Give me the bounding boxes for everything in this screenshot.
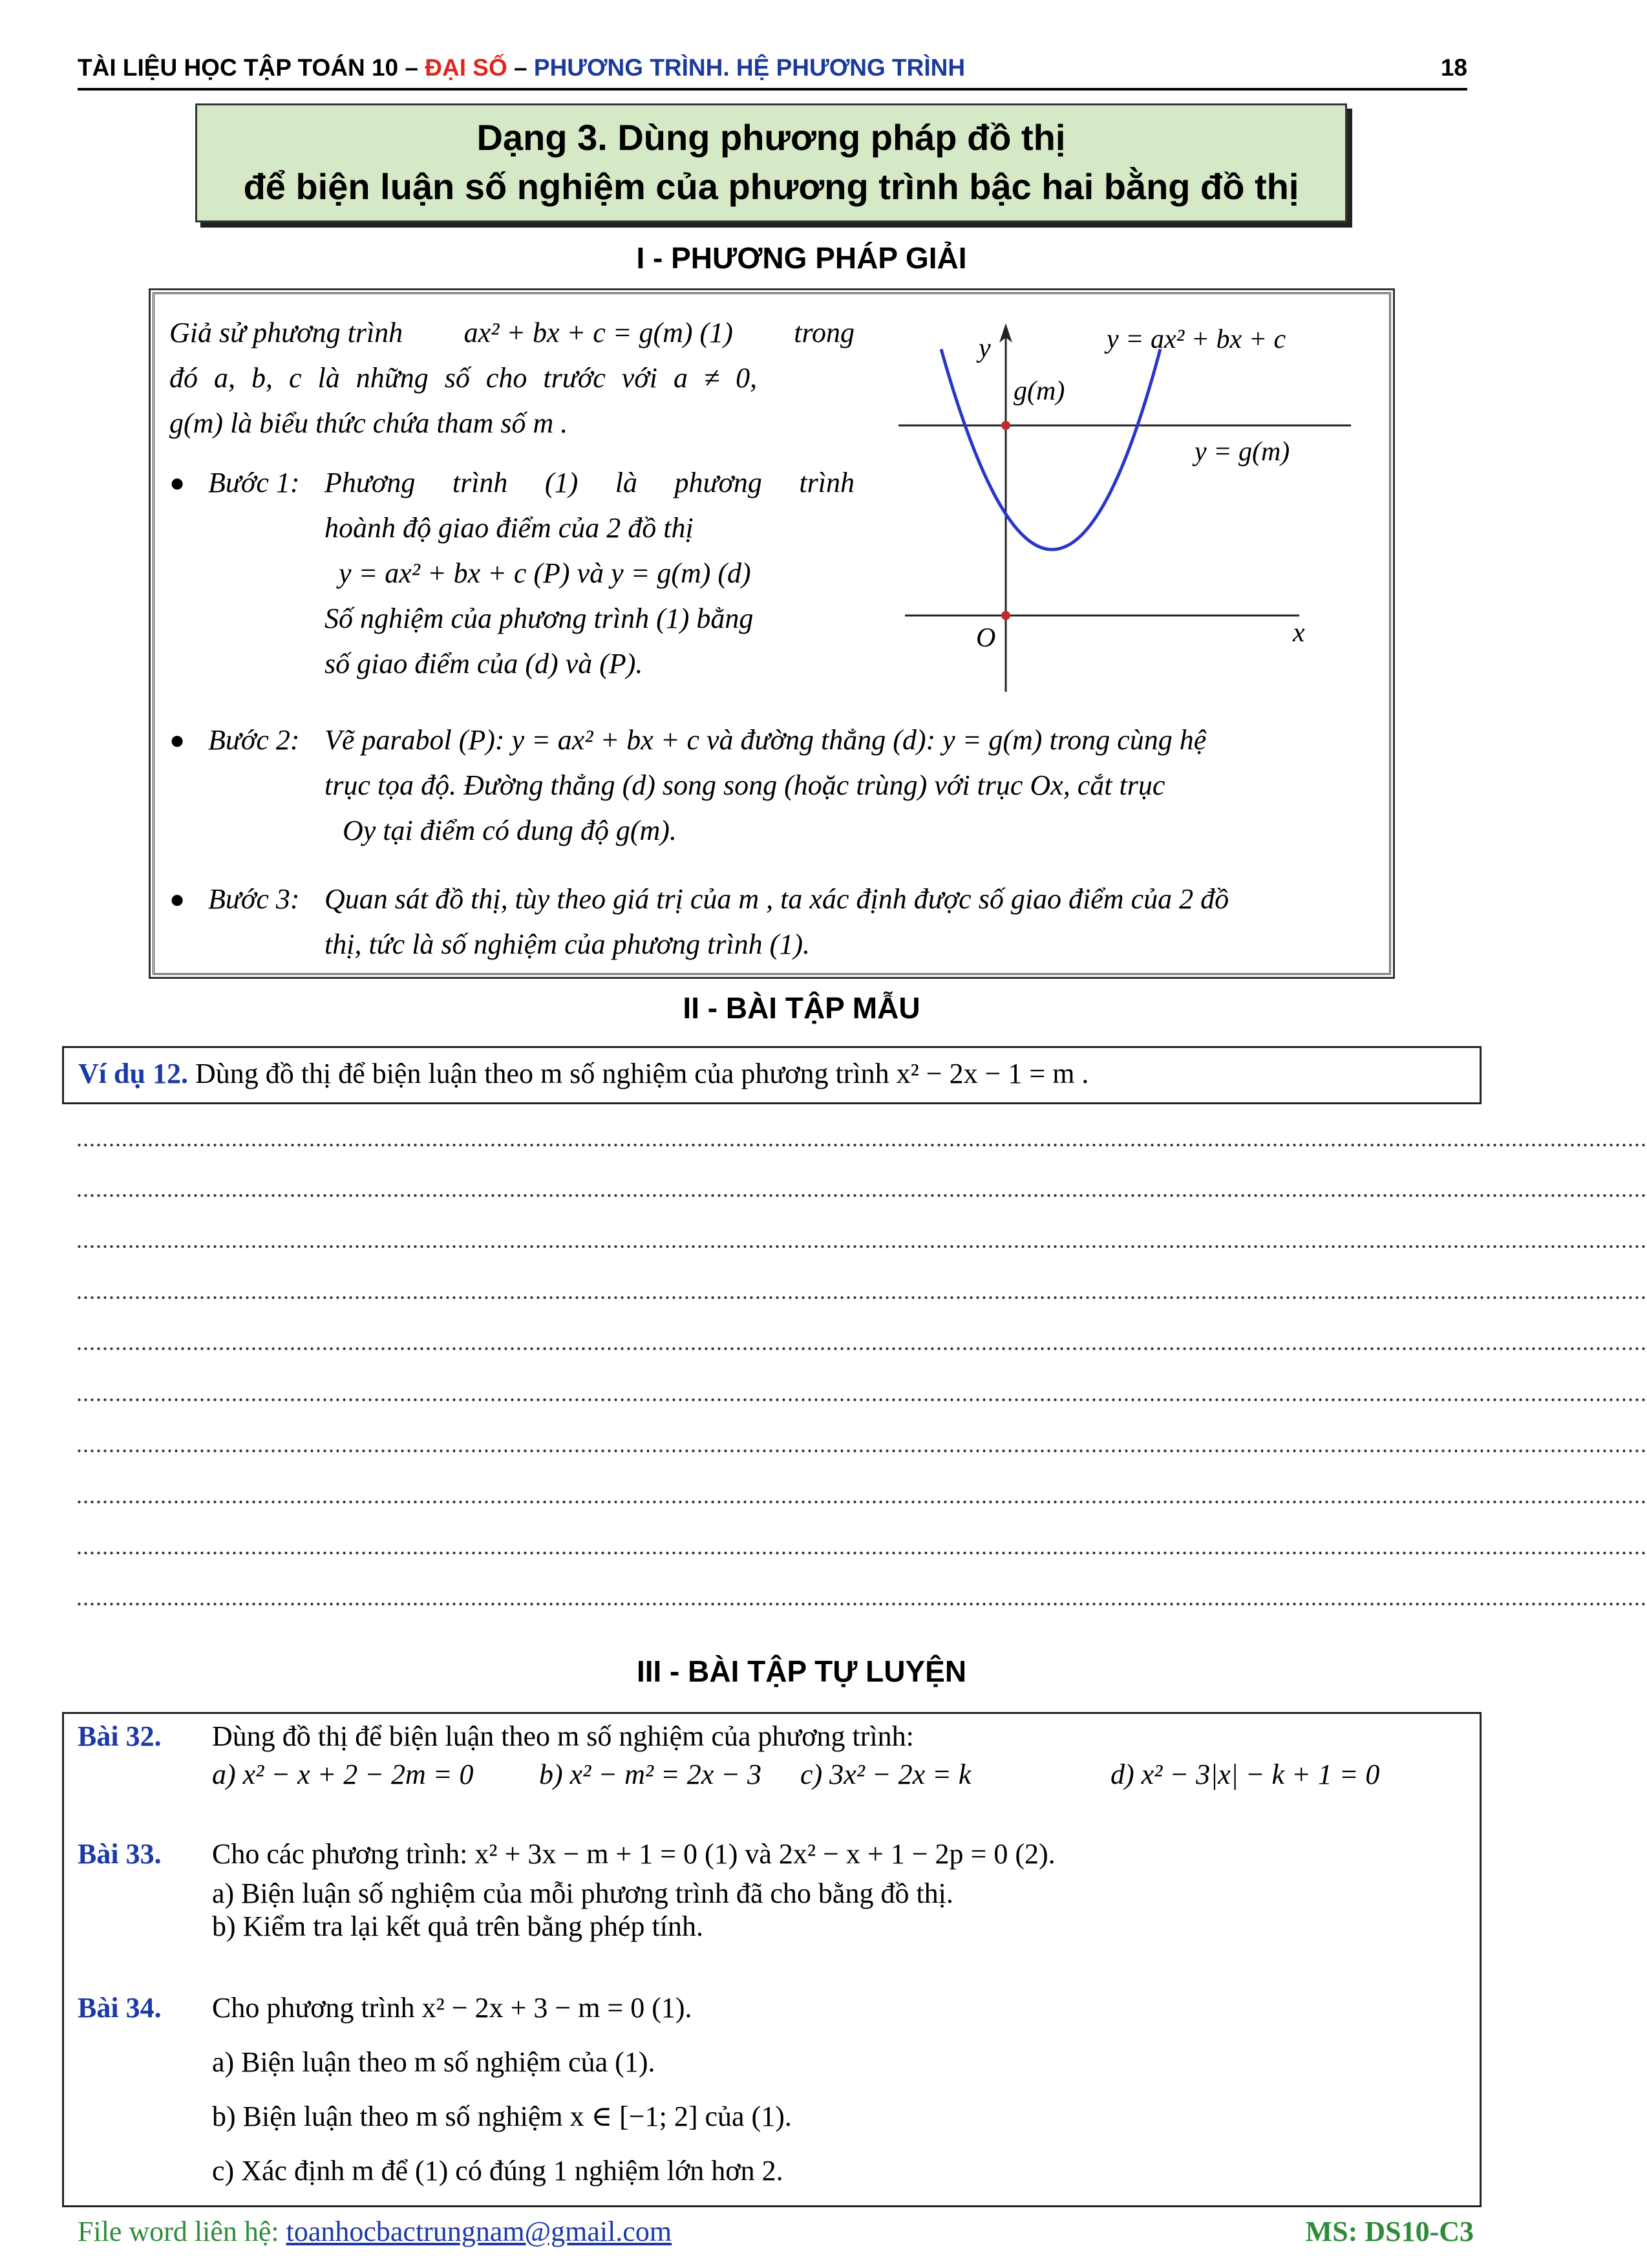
answer-line[interactable]: ................................................................................................................................................................................................................................................... xyxy=(76,1482,1647,1508)
answer-line[interactable]: ................................................................................................................................................................................................................................................... xyxy=(76,1227,1647,1253)
exercise-label: Bài 32. xyxy=(78,1720,162,1752)
exercise-32 xyxy=(78,1720,1467,1791)
intro-text-1: Giả sử phương trình xyxy=(169,317,403,348)
title-line-2: để biện luận số nghiệm của phương trình bậc hai bằng đồ thị xyxy=(243,166,1299,207)
title-line-1: Dạng 3. Dùng phương pháp đồ thị xyxy=(476,117,1066,158)
answer-line[interactable]: ................................................................................................................................................................................................................................................... xyxy=(76,1585,1647,1610)
section-heading-3: III - BÀI TẬP TỰ LUYỆN xyxy=(636,1654,967,1688)
step1-line-b: hoành độ giao điểm của 2 đồ thị xyxy=(324,512,694,544)
answer-line[interactable]: ................................................................................................................................................................................................................................................... xyxy=(76,1176,1647,1202)
exercise-part: d) x² − 3|x| − k + 1 = 0 xyxy=(1110,1759,1380,1790)
exercise-text: Cho phương trình x² − 2x + 3 − m = 0 (1). xyxy=(212,1992,692,2024)
graph-label-y: y xyxy=(979,334,991,363)
step2-label: Bước 2: xyxy=(208,724,300,756)
bullet-icon: ● xyxy=(169,725,186,754)
intro-text-3: đó a, b, c là những số cho trước với a ≠ 0, xyxy=(169,362,758,394)
answer-line[interactable]: ................................................................................................................................................................................................................................................... xyxy=(76,1431,1647,1457)
point-origin xyxy=(1001,611,1010,620)
step1-line-e: số giao điểm của (d) và (P). xyxy=(324,648,643,679)
graph-label-parabola: y = ax² + bx + c xyxy=(1107,325,1286,354)
graph-label-x: x xyxy=(1293,618,1305,648)
intro-text-4: g(m) là biểu thức chứa tham số m . xyxy=(169,407,568,439)
step-1 xyxy=(169,460,855,687)
step2-line-b: trục tọa độ. Đường thẳng (d) song song (hoặc trùng) với trục Ox, cắt trục xyxy=(324,769,1165,801)
step1-line-a: Phương trình (1) là phương trình xyxy=(324,467,855,498)
step1-line-d: Số nghiệm của phương trình (1) bằng xyxy=(324,603,754,634)
exercise-part: b) x² − m² = 2x − 3 xyxy=(539,1759,761,1790)
exercise-part: c) 3x² − 2x = k xyxy=(800,1759,972,1790)
step-3 xyxy=(169,877,1376,967)
step1-label: Bước 1: xyxy=(208,467,300,498)
answer-line[interactable]: ................................................................................................................................................................................................................................................... xyxy=(76,1278,1647,1304)
page-number: 18 xyxy=(1440,54,1467,81)
answer-line[interactable]: ................................................................................................................................................................................................................................................... xyxy=(76,1380,1647,1406)
method-intro xyxy=(169,310,855,446)
exercise-part: a) Biện luận số nghiệm của mỗi phương trình đã cho bằng đồ thị. xyxy=(212,1878,953,1909)
step-2 xyxy=(169,718,1376,853)
bullet-icon: ● xyxy=(169,468,186,497)
example-box xyxy=(62,1046,1482,1104)
point-gm xyxy=(1001,421,1010,430)
exercise-34 xyxy=(78,1981,1467,2198)
page-header xyxy=(78,54,1467,84)
title-box xyxy=(195,103,1347,222)
exercise-part: c) Xác định m để (1) có đúng 1 nghiệm lớn hơn 2. xyxy=(212,2155,783,2187)
header-prefix: TÀI LIỆU HỌC TẬP TOÁN 10 – xyxy=(78,54,425,81)
section-heading-1: I - PHƯƠNG PHÁP GIẢI xyxy=(636,241,967,275)
answer-line[interactable]: ................................................................................................................................................................................................................................................... xyxy=(76,1329,1647,1355)
step3-label: Bước 3: xyxy=(208,883,300,915)
header-sep: – xyxy=(507,54,534,81)
exercise-part: b) Biện luận theo m số nghiệm x ∈ [−1; 2] của (1). xyxy=(212,2101,792,2132)
exercise-label: Bài 34. xyxy=(78,1992,162,2024)
intro-equation: ax² + bx + c = g(m) (1) xyxy=(463,317,733,348)
graph-label-line: y = g(m) xyxy=(1195,437,1290,467)
answer-line[interactable]: ................................................................................................................................................................................................................................................... xyxy=(76,1534,1647,1559)
parabola-graph xyxy=(886,310,1364,698)
exercise-text: Cho các phương trình: x² + 3x − m + 1 = 0 (1) và 2x² − x + 1 − 2p = 0 (2). xyxy=(212,1838,1056,1870)
step3-line-b: thị, tức là số nghiệm của phương trình (1). xyxy=(324,928,810,960)
step2-line-a: Vẽ parabol (P): y = ax² + bx + c và đường thẳng (d): y = g(m) trong cùng hệ xyxy=(324,724,1207,756)
example-label: Ví dụ 12. xyxy=(78,1058,188,1089)
exercise-part: b) Kiểm tra lại kết quả trên bằng phép tính. xyxy=(212,1910,703,1942)
header-part-red: ĐẠI SỐ xyxy=(425,54,507,81)
graph-label-gm: g(m) xyxy=(1014,376,1065,406)
bullet-icon: ● xyxy=(169,884,186,914)
step2-line-c: Oy tại điểm có dung độ g(m). xyxy=(343,815,677,846)
footer-label: File word liên hệ: xyxy=(78,2216,286,2247)
header-divider xyxy=(78,88,1467,91)
exercise-part: a) Biện luận theo m số nghiệm của (1). xyxy=(212,2046,655,2078)
exercise-text: Dùng đồ thị để biện luận theo m số nghiệm của phương trình: xyxy=(212,1720,914,1752)
exercise-part: a) x² − x + 2 − 2m = 0 xyxy=(212,1759,474,1790)
footer-contact xyxy=(78,2215,672,2248)
header-part-blue: PHƯƠNG TRÌNH. HỆ PHƯƠNG TRÌNH xyxy=(533,54,966,81)
section-heading-2: II - BÀI TẬP MẪU xyxy=(683,991,920,1025)
exercise-33 xyxy=(78,1837,1467,1943)
intro-text-2: trong xyxy=(794,317,855,348)
step3-line-a: Quan sát đồ thị, tùy theo giá trị của m , ta xác định được số giao điểm của 2 đồ xyxy=(324,883,1229,915)
exercise-label: Bài 33. xyxy=(78,1838,162,1870)
footer-code: MS: DS10-C3 xyxy=(1305,2216,1474,2247)
step1-line-c: y = ax² + bx + c (P) và y = g(m) (d) xyxy=(339,557,751,589)
graph-label-o: O xyxy=(976,623,996,653)
example-text: Dùng đồ thị để biện luận theo m số nghiệm của phương trình x² − 2x − 1 = m . xyxy=(195,1058,1089,1089)
footer-email-link[interactable]: toanhocbactrungnam@gmail.com xyxy=(286,2216,672,2247)
answer-line[interactable]: ................................................................................................................................................................................................................................................... xyxy=(76,1126,1647,1151)
